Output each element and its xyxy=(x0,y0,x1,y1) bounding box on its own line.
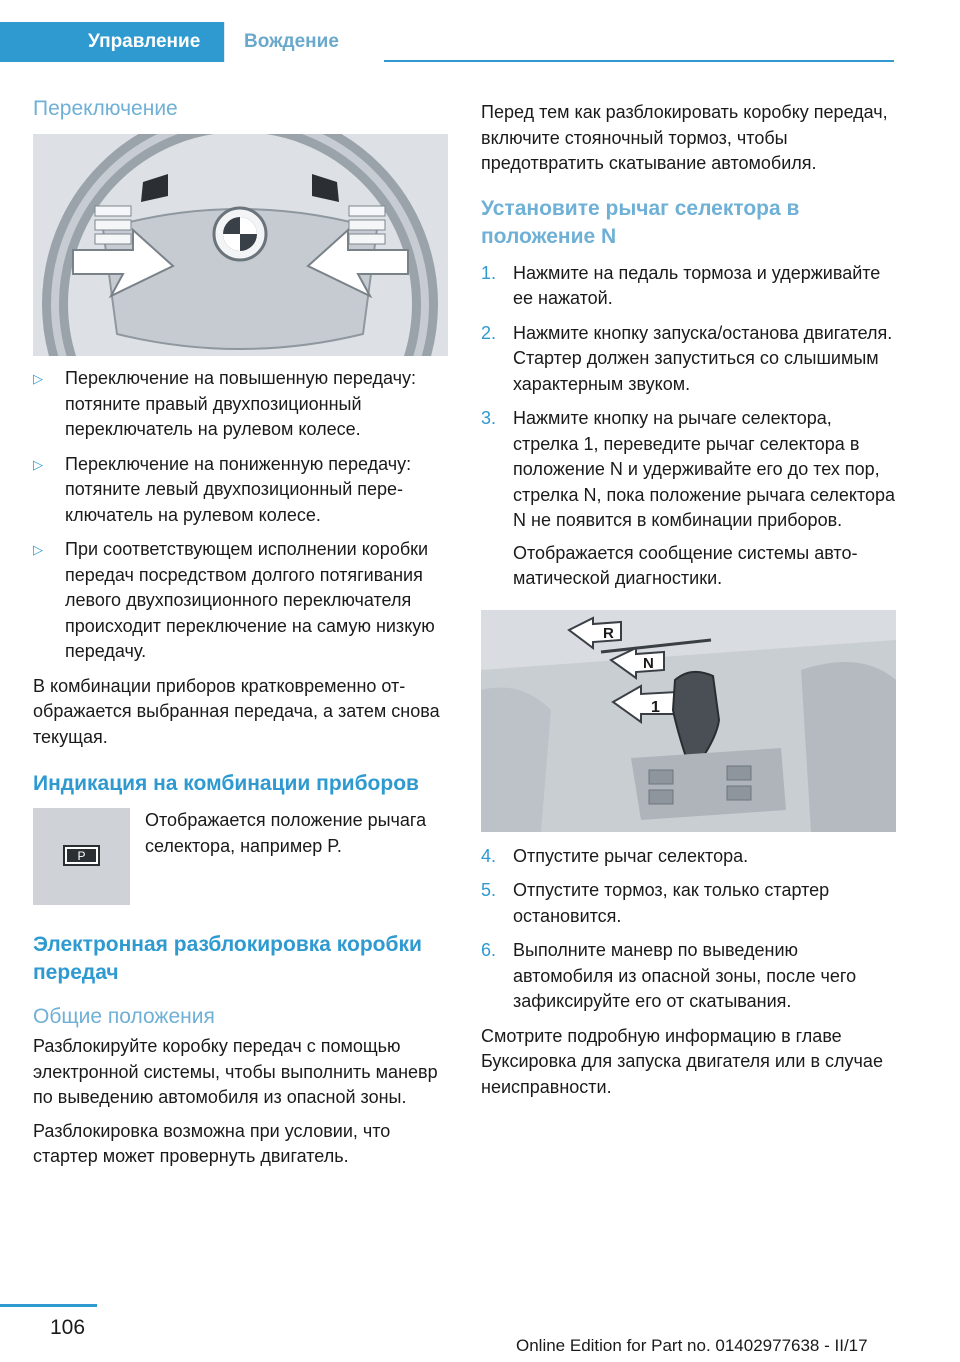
left-column xyxy=(33,96,448,1178)
step-note: Отображается сообщение системы автоматической диагностики. xyxy=(513,542,858,588)
step-number: 2. xyxy=(481,322,497,343)
footer-accent-line xyxy=(0,1304,97,1307)
triangle-bullet-icon: ▷ xyxy=(33,371,43,386)
header-tabs xyxy=(0,22,894,62)
steering-wheel-drawing xyxy=(33,134,448,356)
gear-indicator-image xyxy=(33,808,130,905)
steering-wheel-illustration xyxy=(33,134,448,356)
electronic-unlock-heading: Электронная разблокировка коробки передач xyxy=(33,933,422,984)
indicator-heading: Индикация на комбинации приборов xyxy=(33,772,419,795)
list-item xyxy=(481,406,896,592)
step-text: Выполните маневр по выведению автомобиля из опасной зоны, после чего зафиксируйте его от скатывания. xyxy=(513,940,857,1011)
step-text: Нажмите кнопку запуска/останова двигателя. Стартер должен запуститься со слышимым характерным звуком. xyxy=(513,322,893,394)
section-title-shifting: Переключение xyxy=(33,97,178,120)
selector-lever-drawing xyxy=(481,610,896,832)
steps-list-b xyxy=(481,844,896,1015)
step-text: Нажмите кнопку на рычаге селектора, стрелка 1, переведите рычаг селектора в положение N и удерживайте его до тех пор, стрелка N, пока положение рычага селектора N не появится в комбинации приборов. xyxy=(513,408,896,530)
list-item: ▷ Переключение на пониженную передачу: потяните левый двухпозиционный переключатель на рулевом колесе. xyxy=(33,453,412,525)
list-item: ▷ Переключение на повышенную передачу: потяните правый двухпозиционный переключатель на рулевом колесе. xyxy=(33,368,416,439)
right-column xyxy=(481,100,896,1108)
list-item xyxy=(481,878,896,929)
park-indicator-icon xyxy=(33,808,130,905)
indicator-description: Отображается положение рычага селектора, например P. xyxy=(145,810,427,856)
step-number: 3. xyxy=(481,408,497,428)
arrow-label-1: 1 xyxy=(651,698,660,716)
shifting-bullet-list xyxy=(33,366,448,665)
indicator-symbol: P xyxy=(77,849,86,863)
list-item: ▷ При соответствующем исполнении коробки передач посредством долгого потягивания левого двухпозиционного переключателя происходит переключение на самую низкую передачу. xyxy=(33,539,435,661)
outro-paragraph: Смотрите подробную информацию в главе Буксировка для запуска двигателя или в случае неисправности. xyxy=(481,1025,883,1097)
arrow-label-r: R xyxy=(603,624,614,642)
general-heading: Общие положения xyxy=(33,1005,215,1028)
list-item xyxy=(481,261,896,312)
intro-paragraph: Перед тем как разблокировать коробку передач, включите стояночный тормоз, чтобы предотвратить скатывание автомобиля. xyxy=(481,102,888,173)
arrow-label-n: N xyxy=(643,654,654,672)
triangle-bullet-icon: ▷ xyxy=(33,542,43,557)
gear-display-paragraph: В комбинации приборов кратковременно отображается выбранная передача, а затем снова текущая. xyxy=(33,675,440,747)
list-item xyxy=(481,938,896,1015)
tab-driving[interactable]: Вождение xyxy=(224,22,384,62)
indicator-row xyxy=(33,808,448,905)
step-number: 5. xyxy=(481,880,497,900)
edition-note: Online Edition for Part no. 01402977638 - II/17 xyxy=(516,1336,868,1355)
general-paragraph-2: Разблокировка возможна при условии, что стартер может провернуть двигатель. xyxy=(33,1120,391,1166)
step-number: 1. xyxy=(481,262,497,283)
step-text: Отпустите рычаг селектора. xyxy=(513,845,749,866)
list-item xyxy=(481,321,896,398)
step-text: Нажмите на педаль тормоза и удерживайте ее нажатой. xyxy=(513,262,881,308)
triangle-bullet-icon: ▷ xyxy=(33,456,43,472)
set-lever-heading: Установите рычаг селектора в положение N xyxy=(481,196,800,248)
steps-list-a xyxy=(481,261,896,592)
page-number: 106 xyxy=(50,1316,86,1339)
step-text: Отпустите тормоз, как только стартер остановится. xyxy=(513,880,830,926)
tab-controls[interactable]: Управление xyxy=(0,22,224,62)
step-number: 6. xyxy=(481,940,497,960)
general-paragraph-1: Разблокируйте коробку передач с помощью электронной системы, чтобы выполнить маневр по выведению автомобиля из опасной зоны. xyxy=(33,1036,438,1107)
step-number: 4. xyxy=(481,845,497,866)
list-item xyxy=(481,844,896,870)
selector-lever-illustration xyxy=(481,610,896,832)
